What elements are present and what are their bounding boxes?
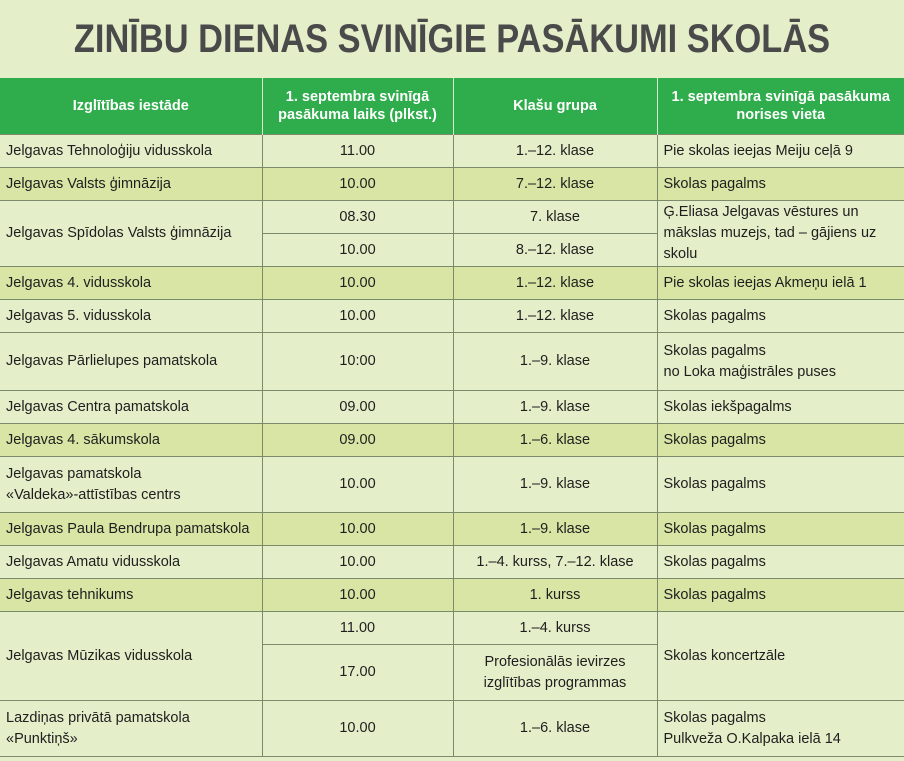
table-row — [0, 701, 904, 757]
cell-group: 1.–9. klase — [453, 457, 657, 513]
cell-venue: Pie skolas ieejas Meiju ceļā 9 — [657, 135, 904, 168]
table-row — [0, 391, 904, 424]
cell-venue: Pie skolas ieejas Akmeņu ielā 1 — [657, 267, 904, 300]
cell-time: 10.00 — [262, 457, 453, 513]
cell-group: 1.–9. klase — [453, 513, 657, 546]
cell-time: 10.00 — [262, 701, 453, 757]
cell-group: 1.–6. klase — [453, 424, 657, 457]
cell-school: Jelgavas Mūzikas vidusskola — [0, 612, 262, 701]
venue-line: no Loka maģistrāles puses — [663, 363, 836, 380]
cell-school: Jelgavas Valsts ģimnāzija — [0, 168, 262, 201]
cell-group — [453, 645, 657, 701]
cell-venue: Ģ.Eliasa Jelgavas vēstures un mākslas muzejs, tad – gājiens uz skolu — [657, 201, 904, 267]
venue-line: Skolas pagalms — [663, 342, 766, 359]
table-row — [0, 513, 904, 546]
cell-venue: Skolas iekšpagalms — [657, 391, 904, 424]
cell-time: 10.00 — [262, 579, 453, 612]
header-time: 1. septembra svinīgā pasākuma laiks (plkst.) — [262, 78, 453, 135]
cell-time: 10.00 — [262, 168, 453, 201]
venue-line: Pulkveža O.Kalpaka ielā 14 — [663, 730, 841, 747]
table-row — [0, 457, 904, 513]
table-row — [0, 168, 904, 201]
cell-time: 08.30 — [262, 201, 453, 234]
table-row — [0, 300, 904, 333]
header-group: Klašu grupa — [453, 78, 657, 135]
table-row — [0, 579, 904, 612]
cell-time: 10.00 — [262, 267, 453, 300]
cell-school: Lazdiņas privātā pamatskola «Punktiņš» — [0, 701, 262, 757]
page-title: ZINĪBU DIENAS SVINĪGIE PASĀKUMI SKOLĀS — [73, 16, 831, 61]
table-row — [0, 546, 904, 579]
cell-school: Jelgavas 4. vidusskola — [0, 267, 262, 300]
cell-school: Jelgavas Centra pamatskola — [0, 391, 262, 424]
cell-school: Jelgavas 5. vidusskola — [0, 300, 262, 333]
group-line: Profesionālās ievirzes — [484, 653, 626, 670]
cell-time: 10.00 — [262, 546, 453, 579]
cell-time: 10.00 — [262, 513, 453, 546]
cell-group: 8.–12. klase — [453, 234, 657, 267]
cell-school — [0, 457, 262, 513]
cell-group: 1.–12. klase — [453, 267, 657, 300]
cell-group: 1.–6. klase — [453, 701, 657, 757]
venue-line: Skolas pagalms — [663, 709, 766, 726]
cell-group: 7.–12. klase — [453, 168, 657, 201]
cell-time: 17.00 — [262, 645, 453, 701]
table-header-row — [0, 78, 904, 135]
cell-school: Jelgavas Amatu vidusskola — [0, 546, 262, 579]
school-line: «Valdeka»-attīstības centrs — [6, 486, 181, 503]
table-row — [0, 424, 904, 457]
cell-time: 10.00 — [262, 300, 453, 333]
schedule-table — [0, 78, 904, 757]
cell-venue — [657, 701, 904, 757]
cell-group: 1.–9. klase — [453, 391, 657, 424]
cell-venue: Skolas pagalms — [657, 546, 904, 579]
header-school: Izglītības iestāde — [0, 78, 262, 135]
cell-time: 09.00 — [262, 424, 453, 457]
cell-school: Jelgavas Pārlielupes pamatskola — [0, 333, 262, 391]
cell-group: 1.–9. klase — [453, 333, 657, 391]
cell-group: 1.–12. klase — [453, 300, 657, 333]
table-row — [0, 135, 904, 168]
cell-venue: Skolas pagalms — [657, 300, 904, 333]
cell-time: 09.00 — [262, 391, 453, 424]
cell-group: 1.–12. klase — [453, 135, 657, 168]
table-row — [0, 267, 904, 300]
cell-time: 11.00 — [262, 135, 453, 168]
cell-venue: Skolas pagalms — [657, 424, 904, 457]
cell-group: 1.–4. kurss, 7.–12. klase — [453, 546, 657, 579]
cell-group: 1. kurss — [453, 579, 657, 612]
cell-venue: Skolas koncertzāle — [657, 612, 904, 701]
cell-school: Jelgavas Tehnoloģiju vidusskola — [0, 135, 262, 168]
cell-time: 10.00 — [262, 234, 453, 267]
cell-venue — [657, 333, 904, 391]
cell-group: 7. klase — [453, 201, 657, 234]
table-row — [0, 612, 904, 645]
school-line: Jelgavas pamatskola — [6, 465, 142, 482]
cell-school: Jelgavas tehnikums — [0, 579, 262, 612]
table-row — [0, 333, 904, 391]
group-line: izglītības programmas — [483, 674, 627, 691]
cell-time: 11.00 — [262, 612, 453, 645]
header-venue: 1. septembra svinīgā pasākuma norises vieta — [657, 78, 904, 135]
cell-school: Jelgavas Spīdolas Valsts ģimnāzija — [0, 201, 262, 267]
cell-venue: Skolas pagalms — [657, 579, 904, 612]
cell-school: Jelgavas Paula Bendrupa pamatskola — [0, 513, 262, 546]
cell-venue: Skolas pagalms — [657, 168, 904, 201]
table-row — [0, 201, 904, 234]
cell-venue: Skolas pagalms — [657, 457, 904, 513]
cell-time: 10:00 — [262, 333, 453, 391]
cell-venue: Skolas pagalms — [657, 513, 904, 546]
cell-school: Jelgavas 4. sākumskola — [0, 424, 262, 457]
cell-group: 1.–4. kurss — [453, 612, 657, 645]
